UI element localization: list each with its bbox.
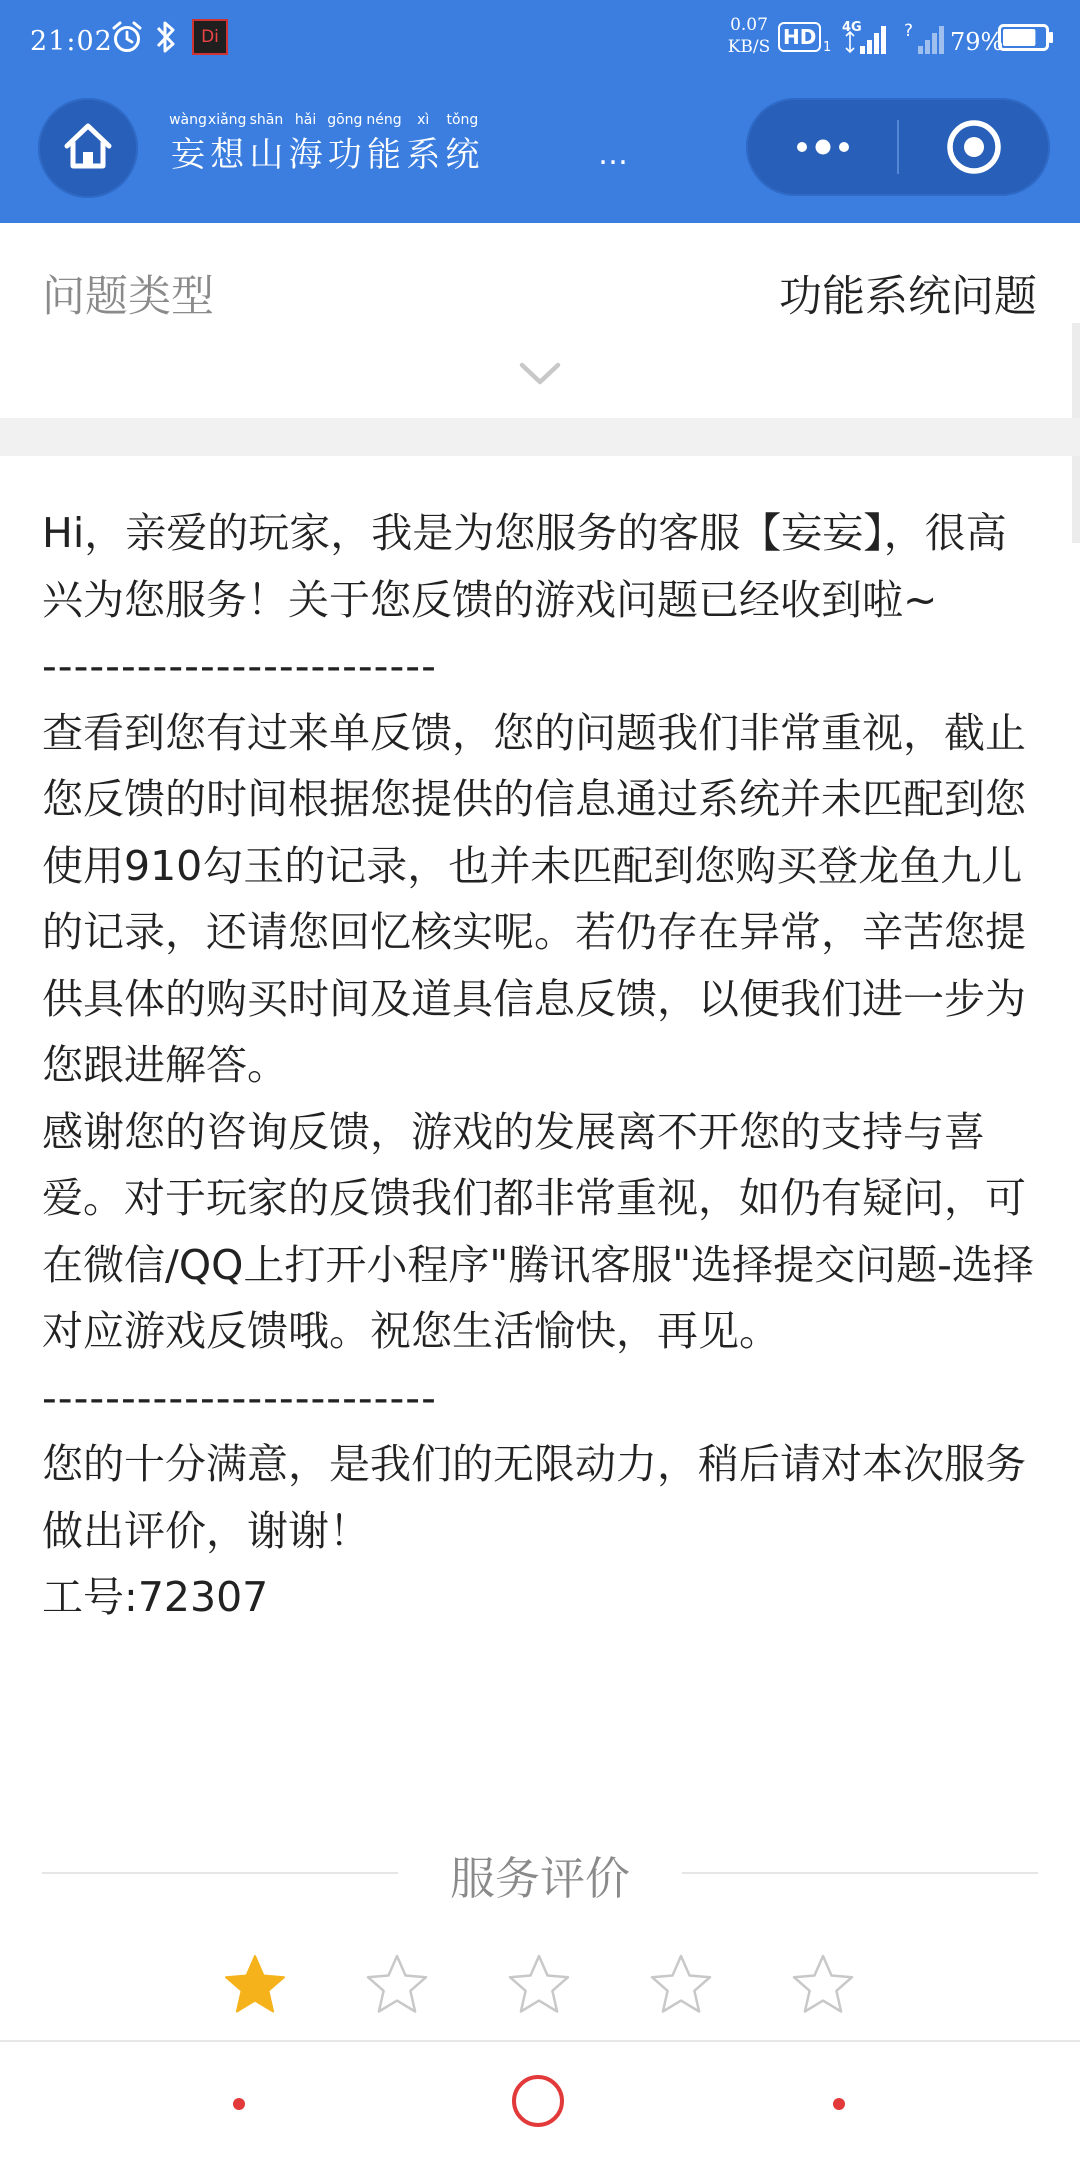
svg-text:4G: 4G [842, 20, 862, 35]
star-outline-icon[interactable] [790, 1952, 856, 2018]
message-divider: ------------------------- [42, 1373, 437, 1422]
system-nav-bar [0, 2040, 1080, 2162]
title-hanzi: 统 [445, 135, 480, 175]
chevron-down-icon[interactable] [518, 361, 562, 387]
battery-percent: 79% [950, 28, 1004, 56]
star-outline-icon[interactable] [364, 1952, 430, 2018]
nav-home-button[interactable] [512, 2075, 564, 2127]
title-char [325, 112, 365, 182]
close-miniprogram-icon[interactable] [945, 118, 1003, 176]
title-char [403, 112, 443, 182]
nav-menu-button[interactable] [233, 2098, 245, 2110]
title-char [246, 112, 286, 182]
bluetooth-icon [153, 18, 179, 56]
alarm-icon [110, 20, 144, 54]
message-body: 查看到您有过来单反馈，您的问题我们非常重视，截止您反馈的时间根据您提供的信息通过系统并未匹配到您使用910勾玉的记录，也并未匹配到您购买登龙鱼九儿的记录，还请您回忆核实呢。若仍存在异常，辛苦您提供具体的购买时间及道具信息反馈，以便我们进一步为您跟进解答。 [42, 708, 1026, 1089]
section-separator [0, 418, 1080, 456]
title-pinyin: tǒng [446, 112, 479, 128]
question-type-value: 功能系统问题 [779, 272, 1037, 322]
hd-badge: HD [778, 22, 821, 52]
hd-sub: 1 [823, 40, 832, 55]
page-title-chars [168, 112, 648, 182]
rating-divider-left [42, 1872, 398, 1874]
speed-value: 0.07 [730, 15, 768, 35]
title-pinyin: shān [249, 112, 284, 128]
page-title [168, 112, 648, 182]
title-char [364, 112, 404, 182]
title-pinyin: xì [417, 112, 430, 128]
star-filled-icon[interactable] [222, 1952, 288, 2018]
message-closing: 您的十分满意，是我们的无限动力，稍后请对本次服务做出评价，谢谢！ [42, 1440, 1026, 1555]
question-type-label: 问题类型 [42, 272, 214, 322]
title-char [442, 112, 482, 182]
nav-back-button[interactable] [833, 2098, 845, 2110]
message-divider: ------------------------- [42, 642, 437, 690]
reply-message [42, 500, 1042, 1631]
capsule-divider [897, 120, 899, 174]
title-hanzi: 妄 [171, 135, 205, 175]
rating-title: 服务评价 [449, 1852, 630, 1905]
title-pinyin: wàng [169, 112, 207, 128]
message-body: 感谢您的咨询反馈，游戏的发展离不开您的支持与喜爱。对于玩家的反馈我们都非常重视，如仍有疑问，可在微信/QQ上打开小程序"腾讯客服"选择提交问题-选择对应游戏反馈哦。祝您生活愉快，再见。 [42, 1107, 1034, 1355]
title-hanzi: 海 [288, 135, 323, 175]
battery-icon [998, 24, 1054, 51]
rating-divider-right [682, 1872, 1038, 1874]
title-char [168, 112, 208, 182]
status-bar [0, 0, 1080, 78]
top-bar [0, 0, 1080, 223]
title-pinyin: gōng [327, 112, 363, 128]
status-time: 21:02 [30, 26, 113, 57]
miniprogram-capsule [746, 98, 1050, 196]
signal-4g-icon [842, 18, 894, 58]
staff-id: 工号:72307 [42, 1573, 269, 1621]
title-ellipsis: … [598, 137, 628, 172]
svg-text:?: ? [904, 21, 914, 41]
title-pinyin: hǎi [294, 112, 317, 128]
signal-sim2-icon [902, 18, 948, 58]
title-pinyin: néng [366, 112, 402, 128]
rating-stars [0, 1952, 1080, 2018]
message-greeting: Hi，亲爱的玩家，我是为您服务的客服【妄妄】，很高兴为您服务！关于您反馈的游戏问题已经收到啦~ [42, 509, 1007, 624]
home-icon [62, 120, 114, 172]
app-notification-icon: Di [192, 19, 228, 55]
title-hanzi: 想 [210, 135, 245, 175]
title-char [207, 112, 247, 182]
more-dots-icon[interactable] [790, 131, 856, 163]
title-hanzi: 山 [249, 135, 284, 175]
question-type-row[interactable] [0, 223, 1080, 418]
star-outline-icon[interactable] [648, 1952, 714, 2018]
title-pinyin: xiǎng [207, 112, 247, 128]
speed-unit: KB/S [727, 37, 771, 57]
title-hanzi: 系 [406, 135, 441, 175]
home-button[interactable] [38, 98, 138, 198]
star-outline-icon[interactable] [506, 1952, 572, 2018]
title-hanzi: 能 [367, 135, 401, 175]
title-hanzi: 功 [327, 135, 362, 175]
title-char [286, 112, 326, 182]
network-speed [725, 14, 773, 58]
